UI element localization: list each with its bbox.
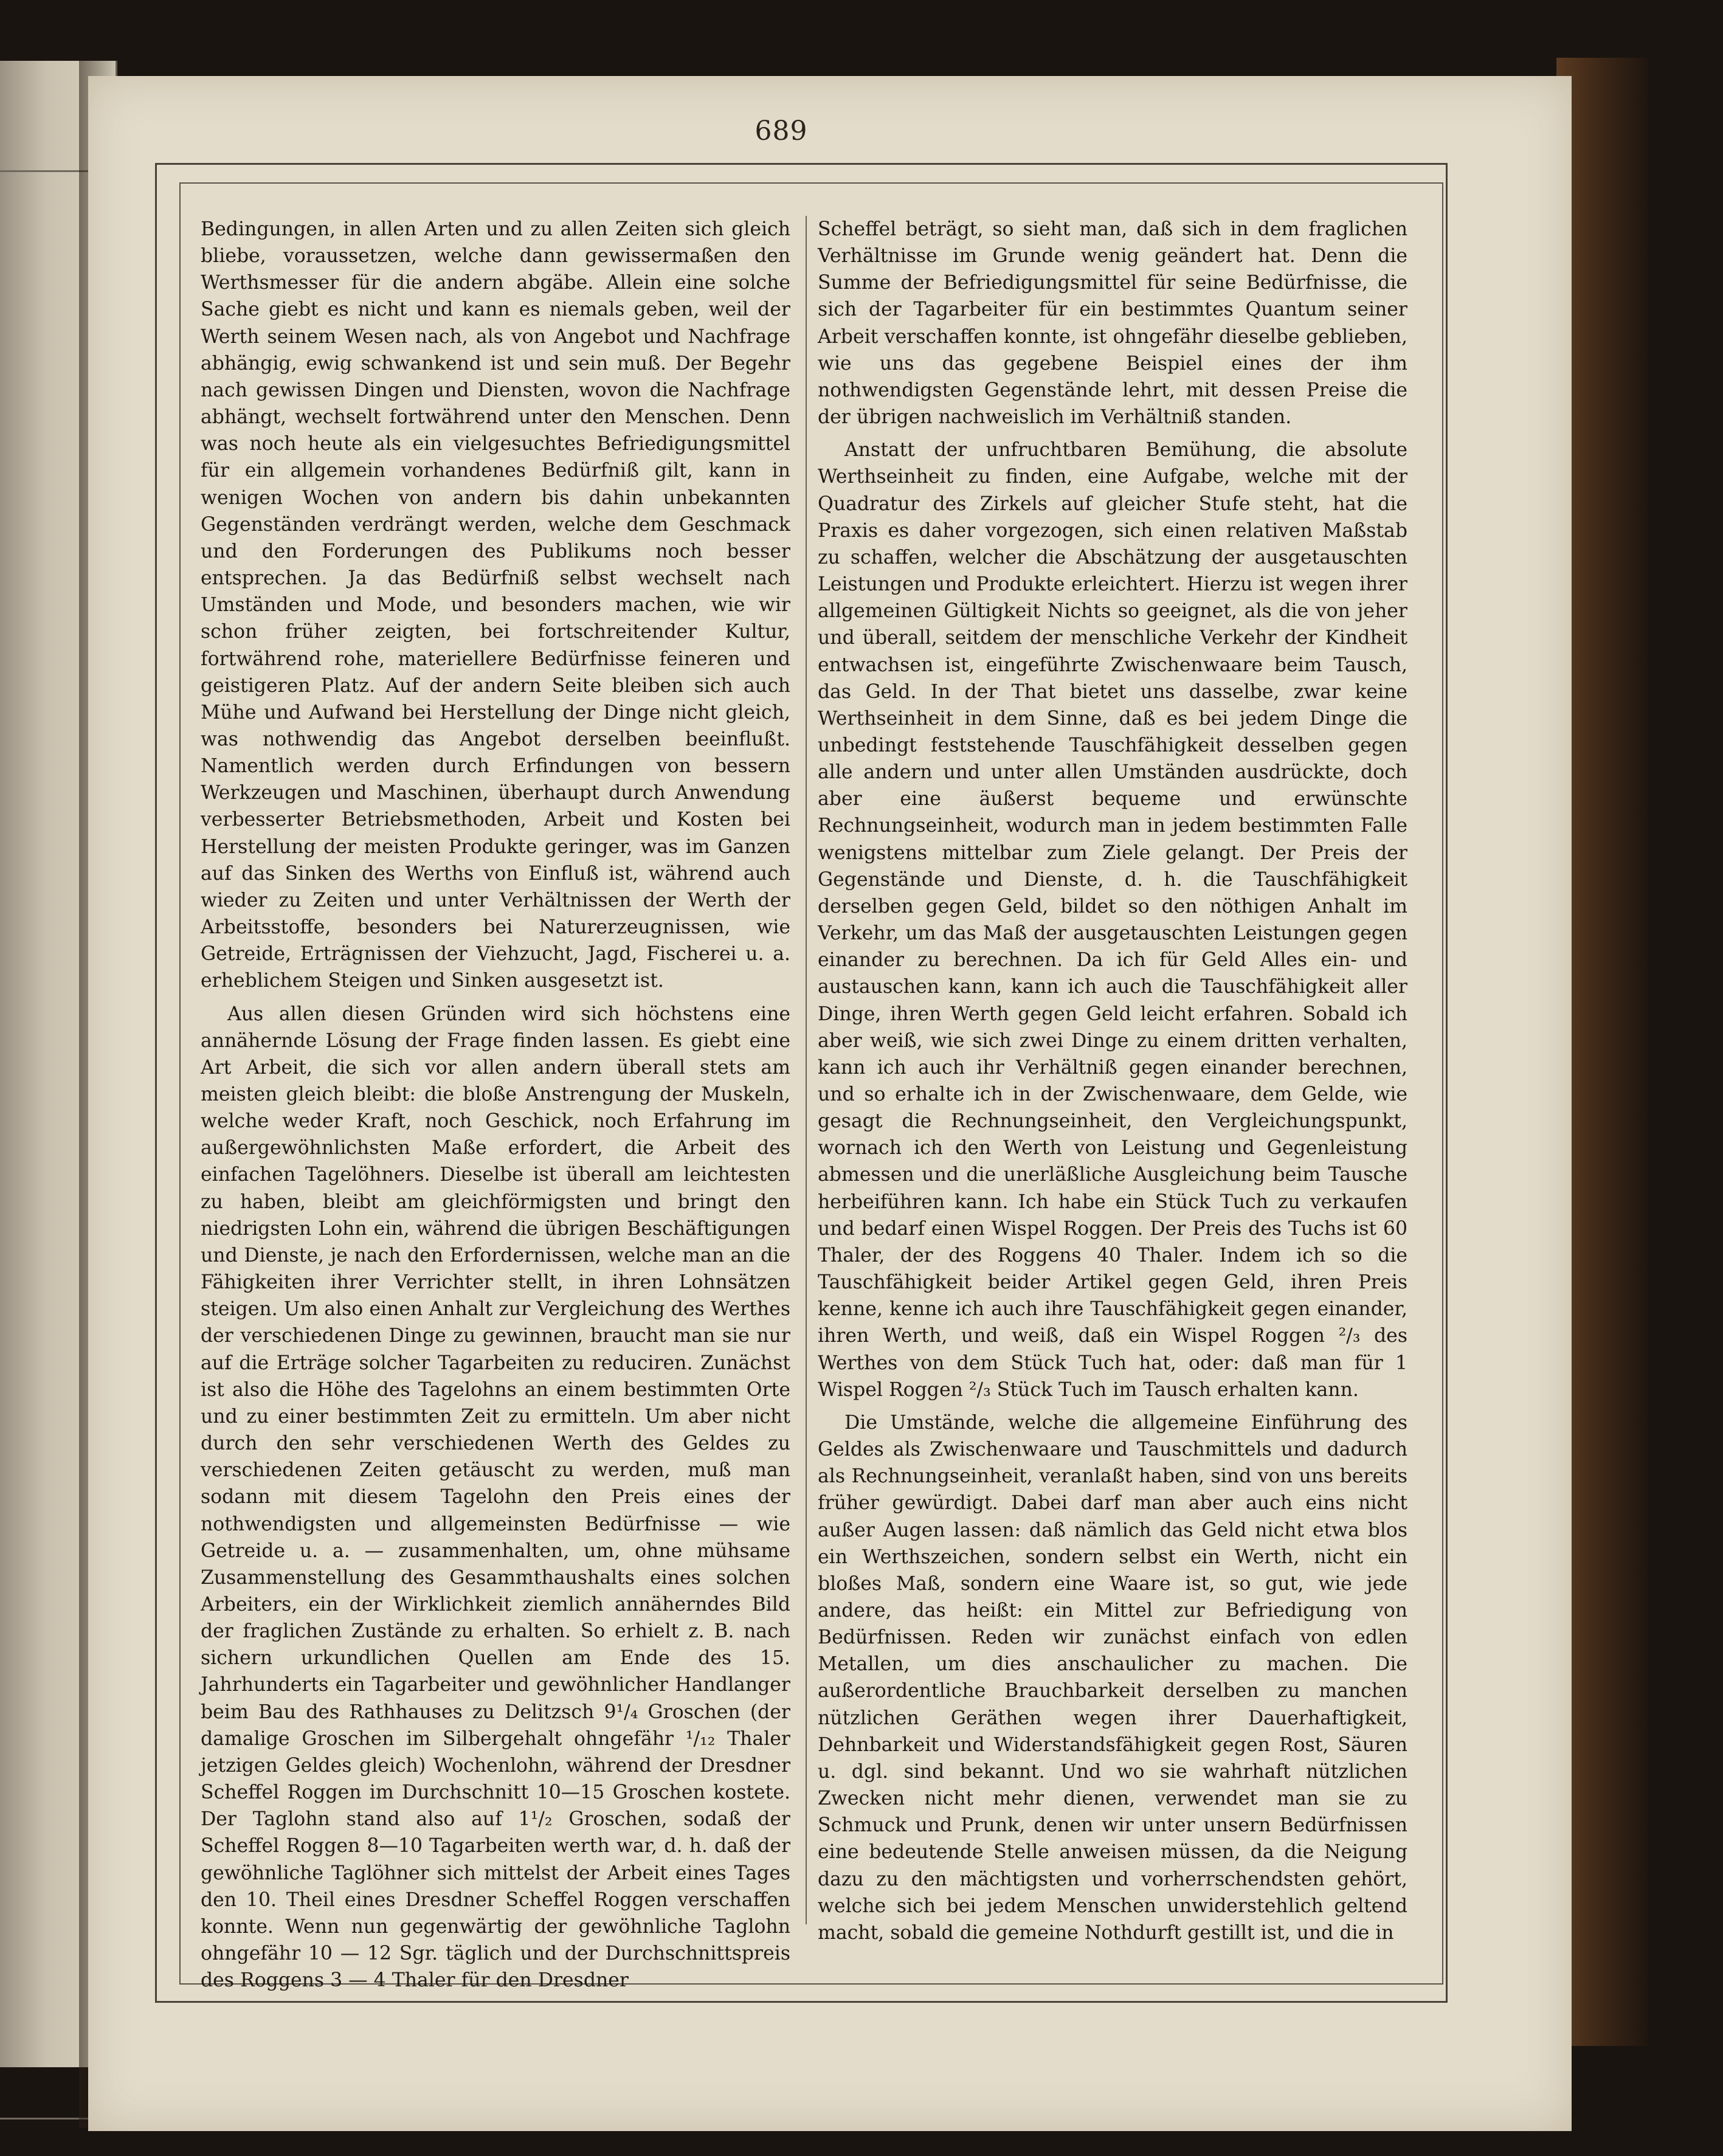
text-column-left	[201, 216, 790, 1994]
column-divider	[806, 216, 807, 1924]
paragraph: Scheffel beträgt, so sieht man, daß sich in dem fraglichen Verhältnisse im Grunde wenig geändert hat. Denn die Summe der Befriedigungsmittel für seine Bedürfnisse, die sich der Tagarbeiter für ein bestimmtes Quantum seiner Arbeit verschaffen konnte, ist ohngefähr dieselbe geblieben, wie uns das gegebene Beispiel eines der ihm nothwendigsten Gegenstände lehrt, mit dessen Preise die der übrigen nachweislich im Verhältniß standen.	[818, 218, 1407, 429]
paragraph: Bedingungen, in allen Arten und zu allen Zeiten sich gleich bliebe, voraussetzen, welche dann gewissermaßen den Werthsmesser für die andern abgäbe. Allein eine solche Sache giebt es nicht und kann es niemals geben, weil der Werth seinem Wesen nach, als von Angebot und Nachfrage abhängig, ewig schwankend ist und sein muß. Der Begehr nach gewissen Dingen und Diensten, wovon die Nachfrage abhängt, wechselt fortwährend unter den Menschen. Denn was noch heute als ein vielgesuchtes Befriedigungsmittel für ein allgemein vorhandenes Bedürfniß gilt, kann in wenigen Wochen von andern bis dahin unbekannten Gegenständen verdrängt werden, welche dem Geschmack und den Forderungen des Publikums noch besser entsprechen. Ja das Bedürfniß selbst wechselt nach Umständen und Mode, und besonders machen, wie wir schon früher zeigten, bei fortschreitender Kultur, fortwährend rohe, materiellere Bedürfnisse feineren und geistigeren Platz. Auf der andern Seite bleiben sich auch Mühe und Aufwand bei Herstellung der Dinge nicht gleich, was nothwendig das Angebot derselben beeinflußt. Namentlich werden durch Erfindungen von bessern Werkzeugen und Maschinen, überhaupt durch Anwendung verbesserter Betriebsmethoden, Arbeit und Kosten bei Herstellung der meisten Produkte geringer, was im Ganzen auf das Sinken des Werths von Einfluß ist, während auch wieder zu Zeiten und unter Verhältnissen der Werth der Arbeitsstoffe, besonders bei Naturerzeugnissen, wie Getreide, Erträgnissen der Viehzucht, Jagd, Fischerei u. a. erheblichem Steigen und Sinken ausgesetzt ist.	[201, 218, 790, 992]
page-number: 689	[754, 116, 808, 147]
paragraph: Anstatt der unfruchtbaren Bemühung, die absolute Werthseinheit zu finden, eine Aufgabe, welche mit der Quadratur des Zirkels auf gleicher Stufe steht, hat die Praxis es daher vorgezogen, sich einen relativen Maßstab zu schaffen, welcher die Abschätzung der ausgetauschten Leistungen und Produkte erleichtert. Hierzu ist wegen ihrer allgemeinen Gültigkeit Nichts so geeignet, als die von jeher und überall, seitdem der menschliche Verkehr der Kindheit entwachsen ist, eingeführte Zwischenwaare beim Tausch, das Geld. In der That bietet uns dasselbe, zwar keine Werthseinheit in dem Sinne, daß es bei jedem Dinge die unbedingt feststehende Tauschfähigkeit desselben gegen alle andern und unter allen Umständen ausdrückte, doch aber eine äußerst bequeme und erwünschte Rechnungseinheit, wodurch man in jedem bestimmten Falle wenigstens mittelbar zum Ziele gelangt. Der Preis der Gegenstände und Dienste, d. h. die Tauschfähigkeit derselben gegen Geld, bildet so den nöthigen Anhalt im Verkehr, um das Maß der ausgetauschten Leistungen gegen einander zu berechnen. Da ich für Geld Alles ein- und austauschen kann, kann ich auch die Tauschfähigkeit aller Dinge, ihren Werth gegen Geld leicht erfahren. Sobald ich aber weiß, wie sich zwei Dinge zu einem dritten verhalten, kann ich auch ihr Verhältniß gegen einander berechnen, und so erhalte ich in der Zwischenwaare, dem Gelde, wie gesagt die Rechnungseinheit, den Vergleichungspunkt, wornach ich den Werth von Leistung und Gegenleistung abmessen und die unerläßliche Ausgleichung beim Tausche herbeiführen kann. Ich habe ein Stück Tuch zu verkaufen und bedarf einen Wispel Roggen. Der Preis des Tuchs ist 60 Thaler, der des Roggens 40 Thaler. Indem ich so die Tauschfähigkeit beider Artikel gegen Geld, ihren Preis kenne, kenne ich auch ihre Tauschfähigkeit gegen einander, ihren Werth, und weiß, daß ein Wispel Roggen ²/₃ des Werthes von dem Stück Tuch hat, oder: daß man für 1 Wispel Roggen ²/₃ Stück Tuch im Tausch erhalten kann.	[818, 439, 1407, 1401]
paragraph: Die Umstände, welche die allgemeine Einführung des Geldes als Zwischenwaare und Tauschmittels und dadurch als Rechnungseinheit, veranlaßt haben, sind von uns bereits früher gewürdigt. Dabei darf man aber auch eins nicht außer Augen lassen: daß nämlich das Geld nicht etwa blos ein Werthszeichen, sondern selbst ein Werth, nicht ein bloßes Maß, sondern eine Waare ist, so gut, wie jede andere, das heißt: ein Mittel zur Befriedigung von Bedürfnissen. Reden wir zunächst einfach von edlen Metallen, um dies anschaulicher zu machen. Die außerordentliche Brauchbarkeit derselben zu manchen nützlichen Geräthen wegen ihrer Dauerhaftigkeit, Dehnbarkeit und Widerstandsfähigkeit gegen Rost, Säuren u. dgl. sind bekannt. Und wo sie wahrhaft nützlichen Zwecken nicht mehr dienen, verwendet man sie zu Schmuck und Prunk, denen wir unter unsern Bedürfnissen eine bedeutende Stelle anweisen müssen, da die Neigung dazu zu den mächtigsten und vorherrschendsten gehört, welche sich bei jedem Menschen unwiderstehlich geltend macht, sobald die gemeine Nothdurft gestillt ist, und die in	[818, 1411, 1407, 1944]
text-column-right	[818, 216, 1407, 1946]
paragraph: Aus allen diesen Gründen wird sich höchstens eine annähernde Lösung der Frage finden lassen. Es giebt eine Art Arbeit, die sich vor allen andern überall stets am meisten gleich bleibt: die bloße Anstrengung der Muskeln, welche weder Kraft, noch Geschick, noch Erfahrung im außergewöhnlichsten Maße erfordert, die Arbeit des einfachen Tagelöhners. Dieselbe ist überall am leichtesten zu haben, bleibt am gleichförmigsten und bringt den niedrigsten Lohn ein, während die übrigen Beschäftigungen und Dienste, je nach den Erfordernissen, welche man an die Fähigkeiten ihrer Verrichter stellt, in ihren Lohnsätzen steigen. Um also einen Anhalt zur Vergleichung des Werthes der verschiedenen Dinge zu gewinnen, braucht man sie nur auf die Erträge solcher Tagarbeiten zu reduciren. Zunächst ist also die Höhe des Tagelohns an einem bestimmten Orte und zu einer bestimmten Zeit zu ermitteln. Um aber nicht durch den sehr verschiedenen Werth des Geldes zu verschiedenen Zeiten getäuscht zu werden, muß man sodann mit diesem Tagelohn den Preis eines der nothwendigsten und allgemeinsten Bedürfnisse — wie Getreide u. a. — zusammenhalten, um, ohne mühsame Zusammenstellung des Gesammthaushalts eines solchen Arbeiters, ein der Wirklichkeit ziemlich annäherndes Bild der fraglichen Zustände zu erhalten. So erhielt z. B. nach sichern urkundlichen Quellen am Ende des 15. Jahrhunderts ein Tagarbeiter und gewöhnlicher Handlanger beim Bau des Rathhauses zu Delitzsch 9¹/₄ Groschen (der damalige Groschen im Silbergehalt ohngefähr ¹/₁₂ Thaler jetzigen Geldes gleich) Wochenlohn, während der Dresdner Scheffel Roggen im Durchschnitt 10—15 Groschen kostete. Der Taglohn stand also auf 1¹/₂ Groschen, sodaß der Scheffel Roggen 8—10 Tagarbeiten werth war, d. h. daß der gewöhnliche Taglöhner sich mittelst der Arbeit eines Tages den 10. Theil eines Dresdner Scheffel Roggen verschaffen konnte. Wenn nun gegenwärtig der gewöhnliche Taglohn ohngefähr 10 — 12 Sgr. täglich und der Durchschnittspreis des Roggens 3 — 4 Thaler für den Dresdner	[201, 1003, 790, 1992]
